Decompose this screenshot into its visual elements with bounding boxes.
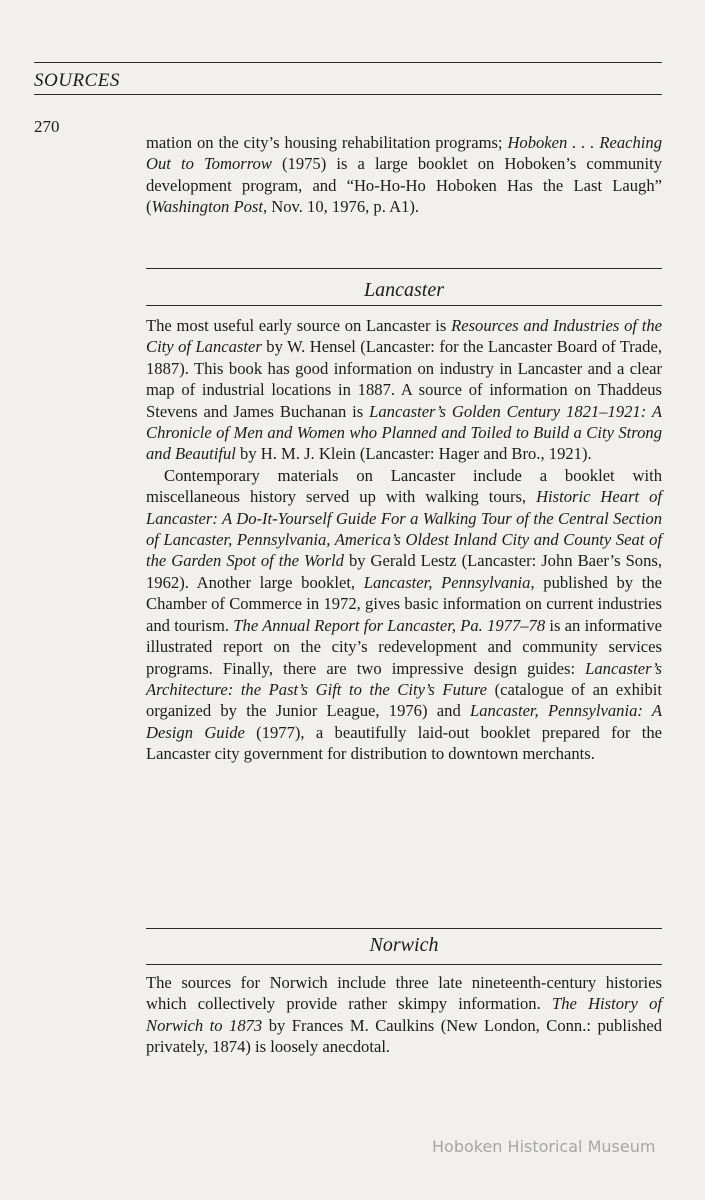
text-run: The most useful early source on Lancaster is xyxy=(146,316,452,335)
italic-title: Historic Heart of Lancaster: A Do-It-Yourself Guide For a Walking Tour of the Central Section of Lancaster, Pennsylvania, America’s Oldest Inland City and County Seat of the Garden Spot of the World xyxy=(146,487,663,571)
paragraph xyxy=(146,315,662,465)
text-run: mation on the city’s housing rehabilitation programs; xyxy=(146,133,508,152)
norwich-body xyxy=(146,972,662,1058)
text-run: , Nov. 10, 1976, p. A1). xyxy=(262,197,420,217)
text-run: by H. M. J. Klein (Lancaster: Hager and Bro., 1921). xyxy=(235,444,592,464)
text-run: Contemporary materials on Lancaster include a booklet with miscellaneous history served up with walking tours, xyxy=(146,465,662,507)
watermark: Hoboken Historical Museum xyxy=(432,1137,656,1156)
text-run: (1977), a beautifully laid-out booklet prepared for the Lancaster city government for distribution to downtown merchants. xyxy=(146,722,662,764)
header-bottom-rule xyxy=(34,94,662,95)
italic-title: Lancaster, Pennsylvania: A Design Guide xyxy=(146,701,662,742)
italic-title: Lancaster’s Golden Century 1821–1921: A Chronicle of Men and Women who Planned and Toiled to Build a City Strong and Beautiful xyxy=(146,401,662,464)
italic-title: Washington Post xyxy=(151,197,263,217)
italic-title: The Annual Report for Lancaster, Pa. 1977–78 xyxy=(233,615,546,635)
paragraph xyxy=(146,972,662,1058)
paragraph xyxy=(146,132,662,218)
italic-title: Hoboken . . . Reaching Out to Tomorrow xyxy=(146,133,663,174)
text-run: , published by the Chamber of Commerce in 1972, gives basic information on current industries and tourism. xyxy=(146,572,662,635)
section-title-lancaster: Lancaster xyxy=(364,279,444,301)
italic-title: The History of Norwich to 1873 xyxy=(146,994,662,1035)
text-run: The sources for Norwich include three late nineteenth-century histories which collectively provide rather skimpy information. xyxy=(146,973,662,1014)
text-run: is an informative illustrated report on the city’s redevelopment and community services programs. Finally, there are two impressive design guides: xyxy=(146,615,662,678)
lancaster-body xyxy=(146,315,662,765)
italic-title: Resources and Industries of the City of Lancaster xyxy=(146,316,662,357)
italic-title: Lancaster, Pennsylvania xyxy=(363,572,531,592)
text-run: by W. Hensel (Lancaster: for the Lancaster Board of Trade, 1887). This book has good information on industry in Lancaster and a clear map of industrial locations in 1887. A source of information on Thaddeus Stevens and James Buchanan is xyxy=(146,337,662,421)
page-number: 270 xyxy=(34,117,60,136)
section-rule-top xyxy=(146,268,662,269)
header-top-rule xyxy=(34,62,662,63)
text-run: (1975) is a large booklet on Hoboken’s community development program, and “Ho-Ho-Ho Hoboken Has the Last Laugh” ( xyxy=(146,154,662,217)
text-run: by Gerald Lestz (Lancaster: John Baer’s Sons, 1962). Another large booklet, xyxy=(146,551,662,592)
italic-title: Lancaster’s Architecture: the Past’s Gift to the City’s Future xyxy=(146,658,662,699)
text-run: by Frances M. Caulkins (New London, Conn.: published privately, 1874) is loosely anecdotal. xyxy=(146,1015,662,1057)
paragraph xyxy=(146,465,662,765)
running-header: SOURCES xyxy=(34,70,120,91)
hoboken-continuation xyxy=(146,132,662,218)
section-rule-bottom xyxy=(146,305,662,306)
section-rule-bottom xyxy=(146,964,662,965)
text-run: (catalogue of an exhibit organized by the Junior League, 1976) and xyxy=(146,679,662,721)
section-title-norwich: Norwich xyxy=(369,934,439,956)
section-rule-top xyxy=(146,928,662,929)
